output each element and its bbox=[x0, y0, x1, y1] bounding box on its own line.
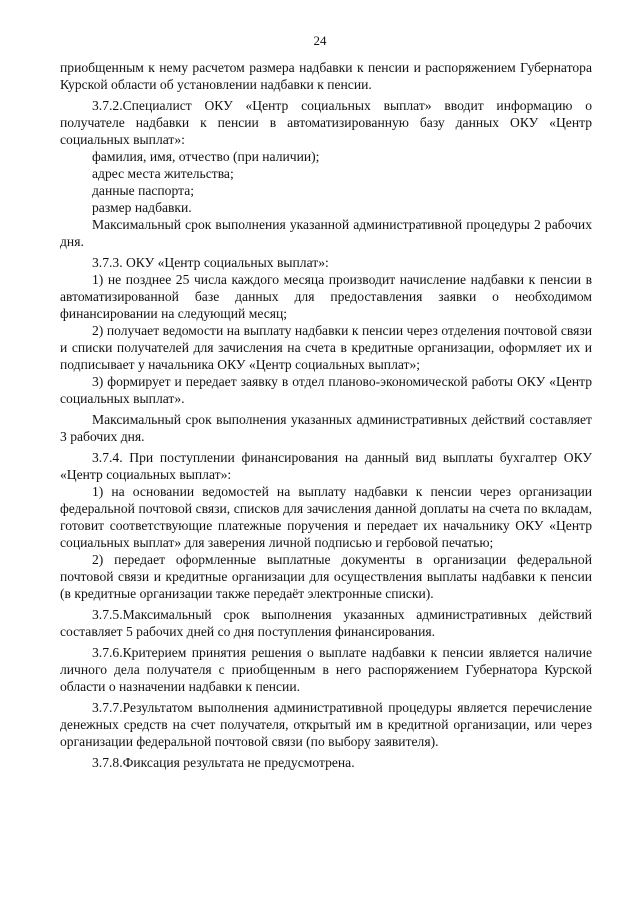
page-number: 24 bbox=[313, 33, 327, 48]
paragraph-3-7-4-item-2: 2) передает оформленные выплатные документы в организации федеральной почтовой связи и кредитные организации для осуществления выплаты надбавки к пенсии (в кредитные организации также передаёт электронные списки). bbox=[60, 552, 592, 601]
paragraph-3-7-6: 3.7.6.Критерием принятия решения о выплате надбавки к пенсии является наличие личного дела получателя с приобщенным в него распоряжением Губернатора Курской области о назначении надбавки к пенсии. bbox=[60, 645, 592, 694]
list-item-full-name: фамилия, имя, отчество (при наличии); bbox=[92, 149, 320, 164]
document-body bbox=[60, 59, 592, 771]
paragraph-3-7-5: 3.7.5.Максимальный срок выполнения указанных административных действий составляет 5 рабочих дней со дня поступления финансирования. bbox=[60, 607, 592, 639]
paragraph-3-7-7: 3.7.7.Результатом выполнения административной процедуры является перечисление денежных средств на счет получателя, открытый им в кредитной организации, или через организации федеральной почтовой связи (по выбору заявителя). bbox=[60, 700, 592, 749]
paragraph-continuation: приобщенным к нему расчетом размера надбавки к пенсии и распоряжением Губернатора Курской области об установлении надбавки к пенсии. bbox=[60, 60, 592, 92]
paragraph-3-7-4: 3.7.4. При поступлении финансирования на данный вид выплаты бухгалтер ОКУ «Центр социальных выплат»: bbox=[60, 450, 592, 482]
list-item-supplement-amount: размер надбавки. bbox=[92, 200, 192, 215]
paragraph-3-7-3: 3.7.3. ОКУ «Центр социальных выплат»: bbox=[92, 255, 329, 270]
paragraph-3-7-8: 3.7.8.Фиксация результата не предусмотрена. bbox=[92, 755, 355, 770]
paragraph-3-7-4-item-1: 1) на основании ведомостей на выплату надбавки к пенсии через организации федеральной почтовой связи, списков для зачисления данной доплаты на счета по вкладам, готовит соответствующие платежные поручения и передает их начальнику ОКУ «Центр социальных выплат» для заверения личной подписью и гербовой печатью; bbox=[60, 484, 592, 550]
paragraph-max-term-3-days: Максимальный срок выполнения указанных административных действий составляет 3 рабочих дня. bbox=[60, 412, 592, 444]
paragraph-3-7-3-item-2: 2) получает ведомости на выплату надбавки к пенсии через отделения почтовой связи и списки получателей для зачисления на счета в кредитные организации, оформляет их и подписывает у начальника ОКУ «Центр социальных выплат»; bbox=[60, 323, 592, 372]
paragraph-3-7-3-item-1: 1) не позднее 25 числа каждого месяца производит начисление надбавки к пенсии в автоматизированной базе данных для предоставления заявки о необходимом финансировании на следующий месяц; bbox=[60, 272, 592, 321]
list-item-passport: данные паспорта; bbox=[92, 183, 195, 198]
paragraph-3-7-3-item-3: 3) формирует и передает заявку в отдел планово-экономической работы ОКУ «Центр социальных выплат». bbox=[60, 374, 592, 406]
list-item-address: адрес места жительства; bbox=[92, 166, 234, 181]
paragraph-3-7-2: 3.7.2.Специалист ОКУ «Центр социальных выплат» вводит информацию о получателе надбавки к пенсии в автоматизированную базу данных ОКУ «Центр социальных выплат»: bbox=[60, 98, 592, 147]
paragraph-max-term-2-days: Максимальный срок выполнения указанной административной процедуры 2 рабочих дня. bbox=[60, 217, 592, 249]
